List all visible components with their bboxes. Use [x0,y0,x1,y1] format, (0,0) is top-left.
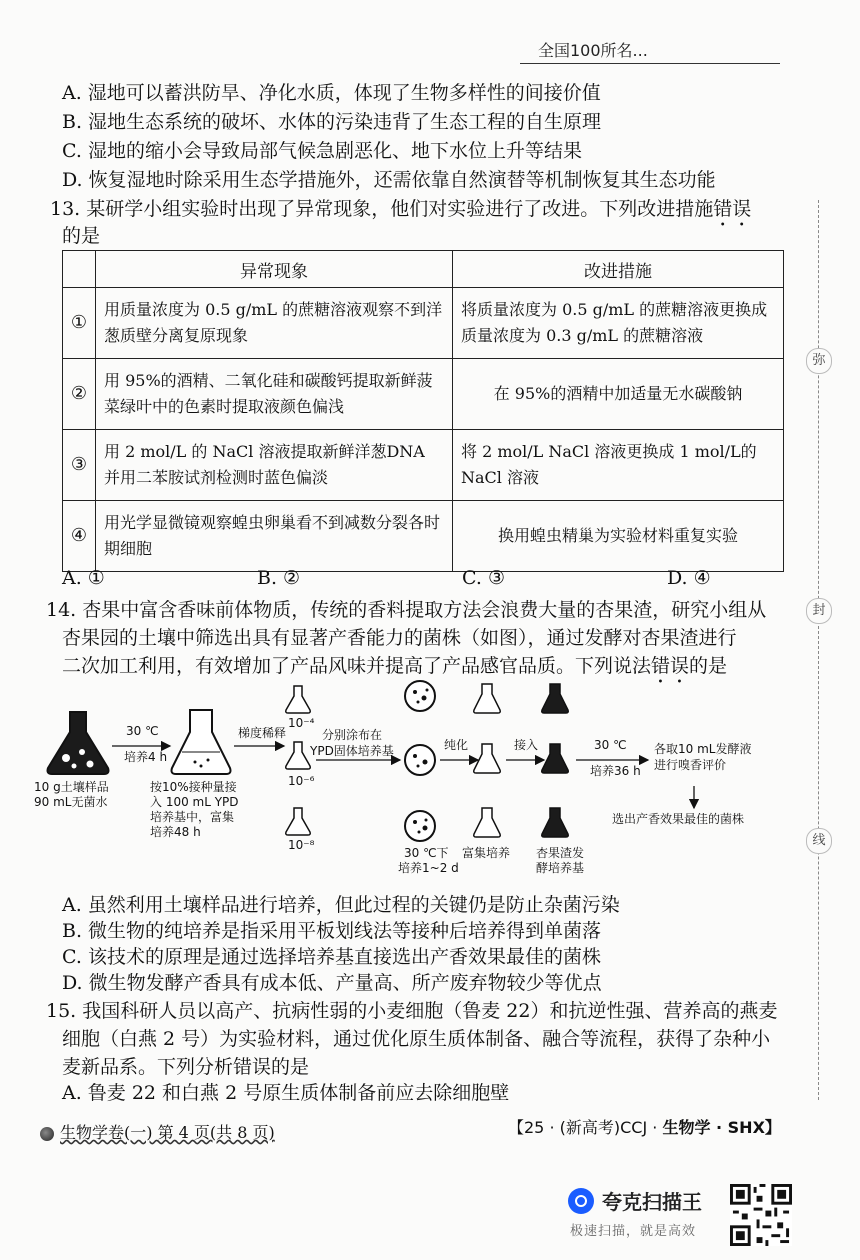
q14-option-d: D. 微生物发酵产香具有成本低、产量高、所产废弃物较少等优点 [62,972,602,994]
soil-label-1: 10 g土壤样品 [34,780,109,794]
q14-option-a: A. 虽然利用土壤样品进行培养，但此过程的关键仍是防止杂菌污染 [62,894,620,916]
enrichment-flask-icon [172,710,231,774]
row-measure: 换用蝗虫精巢为实验材料重复实验 [453,501,784,572]
q14-diagram [30,680,830,900]
enrich-label-2: 入 100 mL YPD [150,795,239,809]
q15-stem-line1: 15. 我国科研人员以高产、抗病性弱的小麦细胞（鲁麦 22）和抗逆性强、营养高的燕麦 [46,1000,778,1022]
q14-option-c: C. 该技术的原理是通过选择培养基直接选出产香效果最佳的菌株 [62,946,601,968]
q13-option-c: C. ③ [462,567,505,589]
table-header-row [63,251,784,288]
eval-label-1: 各取10 mL发酵液 [654,742,752,756]
plate-condition-1: 30 ℃下 [404,846,449,860]
header-tag: 全国100所名... [520,38,780,64]
ferment-flask-icon [542,684,569,837]
q13-option-d: D. ④ [667,567,711,589]
q13-stem-emphasis: 错误 [713,198,752,220]
q13-option-a: A. ① [62,567,105,589]
enrich-label-3: 培养基中，富集 [150,810,235,824]
scanner-logo-icon [568,1188,594,1214]
table-row [63,501,784,572]
spread-label-2: YPD固体培养基 [310,744,394,758]
q12-option-c: C. 湿地的缩小会导致局部气候急剧恶化、地下水位上升等结果 [62,140,582,162]
dilution-flask-icon [286,686,311,835]
table-row [63,288,784,359]
table-row [63,359,784,430]
q13-option-b: B. ② [257,567,301,589]
table-header-phenomenon: 异常现象 [96,251,453,288]
dilution-3: 10⁻⁸ [288,838,315,852]
row-number: ① [63,288,96,359]
row-number: ② [63,359,96,430]
side-mark: 封 [806,598,832,624]
arrow2-time: 培养36 h [590,764,641,778]
row-number: ③ [63,430,96,501]
footer-subject: 生物学 · SHX】 [662,1118,781,1137]
row-phenomenon: 用 2 mol/L 的 NaCl 溶液提取新鲜洋葱DNA 并用二苯胺试剂检测时蓝色偏淡 [96,430,453,501]
scanner-title: 夸克扫描王 [602,1190,702,1214]
q15-stem-line2: 细胞（白燕 2 号）为实验材料，通过优化原生质体制备、融合等流程，获得了杂种小 [62,1028,771,1050]
scanner-subtitle: 极速扫描，就是高效 [570,1224,697,1239]
row-phenomenon: 用光学显微镜观察蝗虫卵巢看不到减数分裂各时期细胞 [96,501,453,572]
enrich-culture-label: 富集培养 [462,846,511,860]
dilution-1: 10⁻⁴ [288,716,315,730]
plate-condition-2: 培养1~2 d [398,861,459,875]
q15-option-a: A. 鲁麦 22 和白燕 2 号原生质体制备前应去除细胞壁 [62,1082,510,1104]
row-measure: 将质量浓度为 0.5 g/mL 的蔗糖溶液更换成质量浓度为 0.3 g/mL 的蔗糖溶液 [453,288,784,359]
qr-code-icon [730,1184,792,1246]
row-measure: 在 95%的酒精中加适量无水碳酸钠 [453,359,784,430]
q12-option-d: D. 恢复湿地时除采用生态学措施外，还需依靠自然演替等机制恢复其生态功能 [62,169,716,191]
q14-stem-line1: 14. 杏果中富含香味前体物质，传统的香料提取方法会浪费大量的杏果渣，研究小组从 [46,599,767,621]
q12-option-b: B. 湿地生态系统的破坏、水体的污染违背了生态工程的自生原理 [62,111,602,133]
footer-code [508,1115,781,1138]
q14-stem-emphasis: 错误 [651,655,690,677]
eval-label-2: 进行嗅香评价 [654,758,727,772]
dilution-label: 梯度稀释 [238,726,287,740]
side-mark: 弥 [806,348,832,374]
table-header-measure: 改进措施 [453,251,784,288]
soil-label-2: 90 mL无菌水 [34,795,108,809]
enrich-label-4: 培养48 h [150,825,201,839]
purify-label: 纯化 [444,738,469,752]
ferment-medium-1: 杏果渣发 [536,846,585,860]
q14-stem-text: 二次加工利用，有效增加了产品风味并提高了产品感官品质。下列说法 [62,655,652,677]
footer-page-info [40,1120,275,1143]
binding-line [818,200,821,1100]
spread-label-1: 分别涂布在 [322,728,383,742]
footer-code-text: 【25 · (新高考)CCJ · [508,1118,663,1137]
q13-stem [50,196,751,231]
table-row [63,430,784,501]
q14-stem-line2: 杏果园的土壤中筛选出具有显著产香能力的菌株（如图），通过发酵对杏果渣进行 [62,627,737,649]
dilution-2: 10⁻⁶ [288,774,315,788]
arrow1-time: 培养4 h [124,750,168,764]
inoculate-label: 接入 [514,738,539,752]
arrow2-temp: 30 ℃ [594,738,627,752]
enrich-label-1: 按10%接种量接 [150,780,237,794]
ferment-medium-2: 酵培养基 [536,861,585,875]
side-mark: 线 [806,828,832,854]
footer-bullet-icon [40,1127,54,1141]
petri-dish-icon [405,681,435,841]
select-label: 选出产香效果最佳的菌株 [612,812,745,826]
soil-flask-icon [48,712,109,774]
q14-stem-tail: 的是 [689,655,728,677]
q15-stem-line3: 麦新品系。下列分析错误的是 [62,1056,310,1078]
row-phenomenon: 用 95%的酒精、二氧化硅和碳酸钙提取新鲜菠菜绿叶中的色素时提取液颜色偏浅 [96,359,453,430]
q13-stem-line2: 的是 [62,225,101,247]
table-header-num [63,251,96,288]
row-phenomenon: 用质量浓度为 0.5 g/mL 的蔗糖溶液观察不到洋葱质壁分离复原现象 [96,288,453,359]
row-measure: 将 2 mol/L NaCl 溶液更换成 1 mol/L的 NaCl 溶液 [453,430,784,501]
arrow1-temp: 30 ℃ [126,724,159,738]
row-number: ④ [63,501,96,572]
scanner-badge [560,1180,810,1250]
q14-option-b: B. 微生物的纯培养是指采用平板划线法等接种后培养得到单菌落 [62,920,602,942]
q13-table [62,250,784,572]
q12-option-a: A. 湿地可以蓄洪防旱、净化水质，体现了生物多样性的间接价值 [62,82,601,104]
footer-page-text: 生物学卷(一) 第 4 页(共 8 页) [60,1123,275,1142]
q13-stem-text: 13. 某研学小组实验时出现了异常现象，他们对实验进行了改进。下列改进措施 [50,198,714,220]
